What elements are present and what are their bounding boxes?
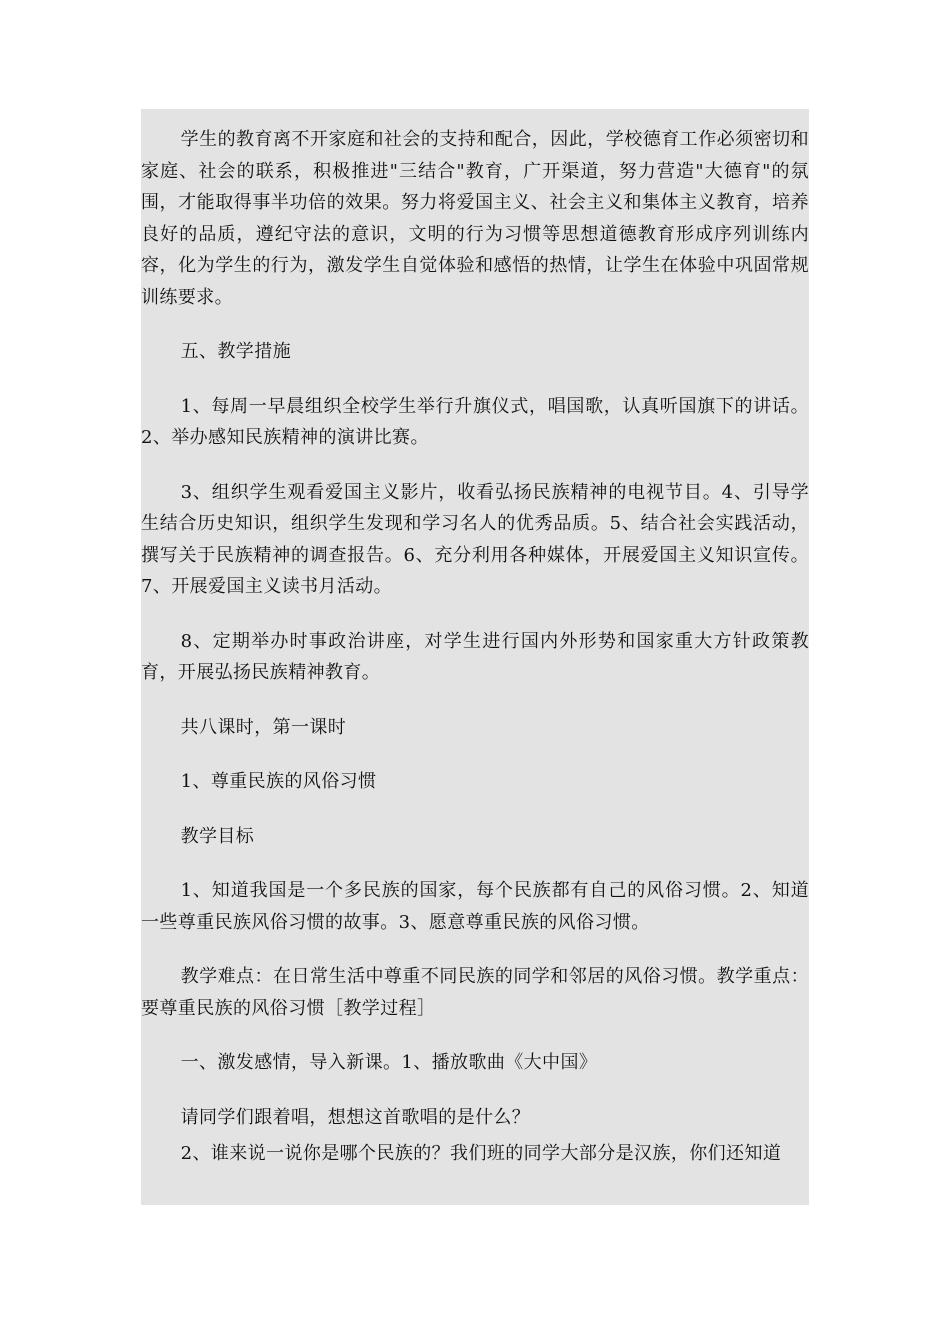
paragraph-measures-3-7: 3、组织学生观看爱国主义影片，收看弘扬民族精神的电视节目。4、引导学生结合历史知识，组织学生发现和学习名人的优秀品质。5、结合社会实践活动，撰写关于民族精神的调查报告。6、充分利用各种媒体，开展爱国主义知识宣传。7、开展爱国主义读书月活动。 (141, 481, 809, 597)
paragraph-sing-along: 请同学们跟着唱，想想这首歌唱的是什么？ (180, 1106, 531, 1128)
paragraph-measure-8: 8、定期举办时事政治讲座，对学生进行国内外形势和国家重大方针政策教育，开展弘扬民族精神教育。 (141, 630, 809, 683)
paragraph-goals: 1、知道我国是一个多民族的国家，每个民族都有自己的风俗习惯。2、知道一些尊重民族风俗习惯的故事。3、愿意尊重民族的风俗习惯。 (141, 880, 809, 933)
paragraph-step-2: 2、谁来说一说你是哪个民族的？我们班的同学大部分是汉族，你们还知道 (180, 1143, 782, 1164)
paragraph-difficulty-focus: 教学难点：在日常生活中尊重不同民族的同学和邻居的风俗习惯。教学重点：要尊重民族的风俗习惯［教学过程］ (141, 966, 809, 1019)
paragraph-intro: 学生的教育离不开家庭和社会的支持和配合，因此，学校德育工作必须密切和家庭、社会的联系，积极推进"三结合"教育，广开渠道，努力营造"大德育"的氛围，才能取得事半功倍的效果。努力将爱国主义、社会主义和集体主义教育，培养良好的品质，遵纪守法的意识，文明的行为习惯等思想道德教育形成序列训练内容，化为学生的行为，激发学生自觉体验和感悟的热情，让学生在体验中巩固常规训练要求。 (141, 129, 809, 308)
heading-teaching-goals: 教学目标 (180, 825, 255, 847)
paragraph-measures-1-2: 1、每周一早晨组织全校学生举行升旗仪式，唱国歌，认真听国旗下的讲话。2、举办感知民族精神的演讲比赛。 (141, 395, 809, 448)
lesson-count: 共八课时，第一课时 (180, 716, 347, 738)
document-body (141, 109, 809, 1170)
paragraph-step-1: 一、激发感情，导入新课。1、播放歌曲《大中国》 (180, 1052, 598, 1073)
heading-teaching-measures: 五、教学措施 (180, 341, 291, 362)
lesson-title: 1、尊重民族的风俗习惯 (180, 771, 377, 792)
